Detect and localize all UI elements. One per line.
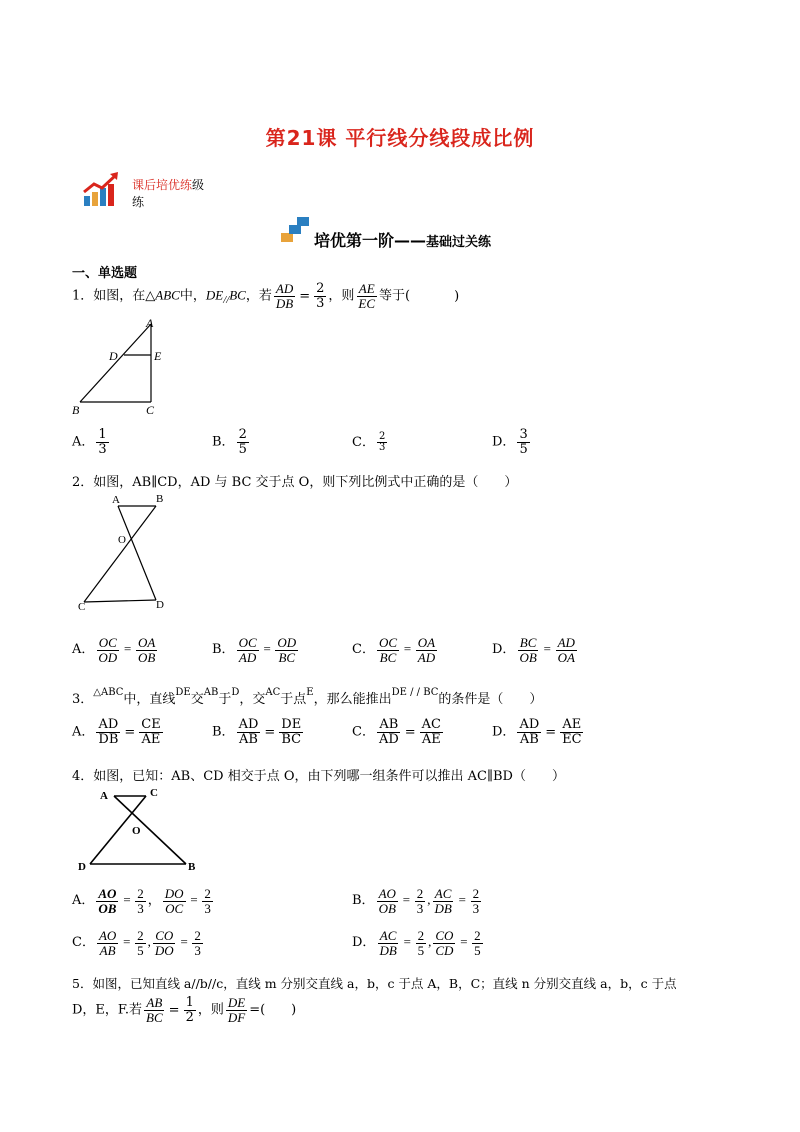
section-sub: 基础过关练 bbox=[426, 235, 492, 250]
q4-label-o: O bbox=[132, 825, 141, 837]
q4-label-c: C bbox=[150, 787, 158, 799]
page-title: 第21课 平行线分线段成比例 bbox=[265, 126, 535, 150]
q4-text: 如图，已知：AB、CD 相交于点 O，由下列哪一组条件可以推出 AC∥BD（ ） bbox=[93, 769, 565, 784]
question-2: 2．如图，AB∥CD，AD 与 BC 交于点 O，则下列比例式中正确的是（ ） bbox=[72, 475, 518, 490]
q1-de: DE bbox=[205, 287, 224, 303]
q2-label-c: C bbox=[78, 601, 86, 612]
q4-option-a[interactable]: A． $\frac{AO}{OB}$ = $\frac{2}{3}$ ， $\frac{DO}{OC}$ = $\frac{2}{3}$ bbox=[72, 886, 211, 916]
question-4: 4．如图，已知：AB、CD 相交于点 O，由下列哪一组条件可以推出 AC∥BD（ ） bbox=[72, 769, 565, 784]
q2-option-d[interactable]: D． $\frac{BC}{OB}$ = $\frac{AD}{OA}$ bbox=[492, 635, 575, 665]
section-dash: —— bbox=[394, 231, 427, 250]
q1-text: 如图，在△ bbox=[93, 288, 156, 304]
q1-label-b: B bbox=[72, 403, 80, 417]
q2-option-c[interactable]: C． $\frac{OC}{BC}$ = $\frac{OA}{AD}$ bbox=[352, 635, 436, 665]
q4-option-c[interactable]: C． $\frac{AO}{AB}$ = $\frac{2}{5}$ , $\frac{CO}{DO}$ = $\frac{2}{3}$ bbox=[72, 928, 201, 958]
question-1: 1．如图，在△ABC中，$DE_{//}BC$，若 $\frac{AD}{DB}$ = $\frac{2}{3}$ ，则 $\frac{AE}{EC}$ 等于( ) bbox=[72, 281, 460, 311]
question-5: 5．如图，已知直线 a//b//c，直线 m 分别交直线 a，b，c 于点 A，B，C；直线 n 分别交直线 a，b，c 于点 bbox=[72, 976, 677, 991]
q3-option-a[interactable]: A． $\frac{AD}{DB}$ = $\frac{CE}{AE}$ bbox=[72, 717, 161, 747]
q2-option-a[interactable]: A． $\frac{OC}{OD}$ = $\frac{OA}{OB}$ bbox=[72, 635, 156, 665]
q3-option-d[interactable]: D． $\frac{AD}{AB}$ = $\frac{AE}{EC}$ bbox=[492, 717, 582, 747]
q3-option-c[interactable]: C． $\frac{AB}{AD}$ = $\frac{AC}{AE}$ bbox=[352, 717, 442, 747]
q1-label-e: E bbox=[154, 349, 162, 363]
q2-figure bbox=[72, 490, 182, 612]
q1-text2: 中， bbox=[179, 288, 206, 304]
q1-parallel: // bbox=[223, 294, 230, 307]
q1-number: 1． bbox=[72, 288, 94, 304]
q4-figure bbox=[74, 784, 204, 874]
q1-figure bbox=[66, 316, 176, 420]
steps-icon bbox=[281, 217, 311, 243]
q5-text: 如图，已知直线 a//b//c，直线 m 分别交直线 a，b，c 于点 A，B，C；直线 n 分别交直线 a，b，c 于点 bbox=[92, 976, 677, 991]
q4-option-d[interactable]: D． $\frac{AC}{DB}$ = $\frac{2}{5}$ , $\frac{CO}{CD}$ = $\frac{2}{5}$ bbox=[352, 928, 481, 958]
q3-option-b[interactable]: B． $\frac{AD}{AB}$ = $\frac{DE}{BC}$ bbox=[212, 717, 302, 747]
badge-label-part2: 级 bbox=[192, 178, 205, 192]
q1-label-a: A bbox=[146, 316, 154, 330]
section-main: 培优第一阶 bbox=[314, 231, 395, 250]
q2-label-b: B bbox=[156, 493, 164, 505]
q4-label-a: A bbox=[100, 790, 108, 802]
q1-label-d: D bbox=[109, 349, 118, 363]
q1-fraction-asked: $\frac{AE}{EC}$ bbox=[358, 281, 376, 311]
question-3: 3．$^{\triangle ABC}$中，直线$^{DE}$交$^{AB}$于$^D$，交$^{AC}$于点$^E$，那么能推出$^{DE / / BC}$的条件是（ ） bbox=[72, 687, 543, 707]
q1-option-d[interactable]: D． $\frac{3}{5}$ bbox=[492, 427, 528, 457]
q2-option-b[interactable]: B． $\frac{OC}{AD}$ = $\frac{OD}{BC}$ bbox=[212, 635, 297, 665]
q4-option-b[interactable]: B． $\frac{AO}{OB}$ = $\frac{2}{3}$ , $\frac{AC}{DB}$ = $\frac{2}{3}$ bbox=[352, 886, 480, 916]
badge-label bbox=[132, 176, 204, 193]
q4-label-b: B bbox=[188, 861, 196, 873]
q3-triangle: △ABC bbox=[93, 687, 124, 698]
chart-growth-icon bbox=[82, 172, 124, 208]
q1-fraction-given: $\frac{AD}{DB}$ bbox=[275, 281, 294, 311]
q2-label-o: O bbox=[118, 534, 126, 546]
q1-option-c[interactable]: C． $\frac{2}{3}$ bbox=[352, 430, 386, 453]
badge-label-part1: 课后培优练 bbox=[132, 178, 193, 192]
q1-text3: ，若 bbox=[245, 288, 272, 304]
heading-single-choice: 一、单选题 bbox=[72, 266, 138, 281]
q1-abc: ABC bbox=[155, 287, 180, 303]
q1-option-b[interactable]: B． $\frac{2}{5}$ bbox=[212, 427, 247, 457]
q1-fraction-value: $\frac{2}{3}$ bbox=[316, 281, 325, 311]
q1-bc: BC bbox=[229, 287, 246, 303]
question-5-line2: D，E，F.若 $\frac{AB}{BC}$ = $\frac{1}{2}$ ，则 $\frac{DE}{DF}$ =( ) bbox=[72, 995, 297, 1025]
q1-text4: ，则 bbox=[328, 288, 355, 304]
section-heading bbox=[314, 228, 491, 251]
q1-option-a[interactable]: A． $\frac{1}{3}$ bbox=[72, 427, 107, 457]
q2-label-a: A bbox=[112, 494, 120, 506]
badge-label-part3: 练 bbox=[132, 195, 145, 209]
q4-label-d: D bbox=[78, 861, 86, 873]
q1-label-c: C bbox=[146, 403, 155, 417]
q3-condition: DE / / BC bbox=[391, 687, 439, 698]
q2-label-d: D bbox=[156, 599, 164, 611]
q2-text: 如图，AB∥CD，AD 与 BC 交于点 O，则下列比例式中正确的是（ ） bbox=[93, 475, 518, 490]
